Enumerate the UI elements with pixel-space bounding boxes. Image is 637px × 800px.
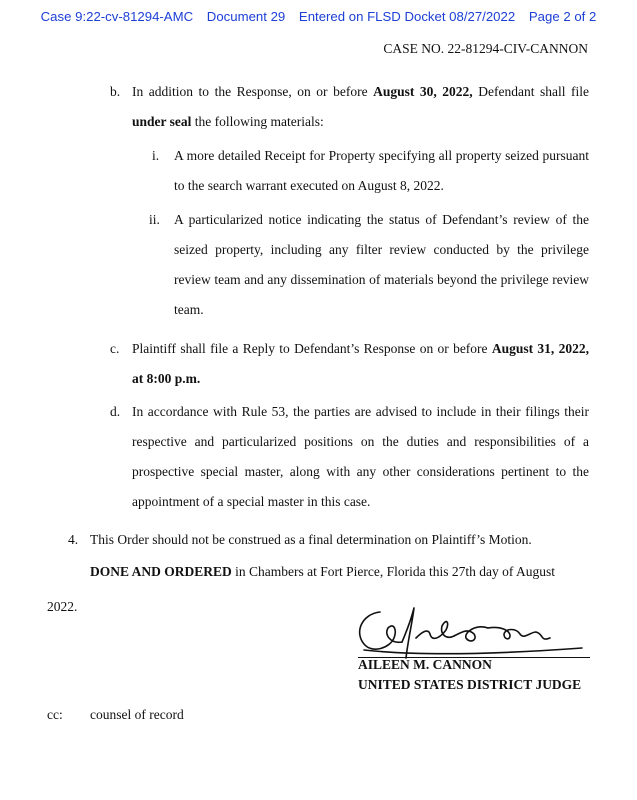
item-d: [132, 397, 589, 517]
item-4-label: 4.: [68, 532, 79, 547]
item-d-line-1: In accordance with Rule 53, the parties are advised to include in their filings their: [132, 404, 589, 419]
item-d-line-3: prospective special master, along with any other considerations pertinent to the: [132, 464, 589, 479]
signature-title: UNITED STATES DISTRICT JUDGE: [358, 677, 582, 692]
docket-page: Page 2 of 2: [528, 9, 597, 24]
done-line-1: DONE AND ORDERED in Chambers at Fort Pierce, Florida this 27th day of August: [90, 564, 555, 579]
signature-scribble: [350, 598, 590, 662]
item-b-label: b.: [110, 84, 121, 99]
done-line-2: 2022.: [47, 599, 78, 614]
item-c-line-2: at 8:00 p.m.: [132, 371, 201, 386]
item-b-line-2: under seal the following materials:: [132, 114, 324, 129]
item-i: [174, 141, 589, 201]
item-ii-label: ii.: [149, 212, 160, 227]
item-i-line-1: A more detailed Receipt for Property specifying all property seized pursuant: [174, 148, 589, 163]
item-ii: [174, 205, 589, 325]
item-c-line-1: Plaintiff shall file a Reply to Defendant’s Response on or before August 31, 2022,: [132, 341, 589, 356]
item-c-label: c.: [110, 341, 120, 356]
item-b: [132, 77, 589, 137]
docket-case: Case 9:22-cv-81294-AMC: [40, 9, 194, 24]
docket-document: Document 29: [206, 9, 286, 24]
item-4: [90, 525, 589, 555]
case-number: CASE NO. 22-81294-CIV-CANNON: [383, 41, 588, 56]
item-ii-line-2: seized property, including any filter review conducted by the privilege: [174, 242, 589, 257]
cc-label: cc:: [47, 707, 63, 722]
item-d-line-2: respective and particularized positions on the duties and responsibilities of a: [132, 434, 589, 449]
signature-block: [358, 655, 581, 695]
docket-header: [0, 9, 637, 24]
item-c: [132, 334, 589, 394]
item-d-label: d.: [110, 404, 121, 419]
item-i-line-2: to the search warrant executed on August 8, 2022.: [174, 178, 444, 193]
cc-text: counsel of record: [90, 707, 184, 722]
signature-name: AILEEN M. CANNON: [358, 657, 492, 672]
item-ii-line-1: A particularized notice indicating the status of Defendant’s review of the: [174, 212, 589, 227]
item-4-line-1: This Order should not be construed as a final determination on Plaintiff’s Motion.: [90, 532, 532, 547]
item-d-line-4: appointment of a special master in this case.: [132, 494, 371, 509]
item-i-label: i.: [152, 148, 160, 163]
item-b-line-1: In addition to the Response, on or before August 30, 2022, Defendant shall file: [132, 84, 589, 99]
item-ii-line-4: team.: [174, 302, 204, 317]
docket-entered: Entered on FLSD Docket 08/27/2022: [298, 9, 516, 24]
item-ii-line-3: review team and any dissemination of materials beyond the privilege review: [174, 272, 589, 287]
